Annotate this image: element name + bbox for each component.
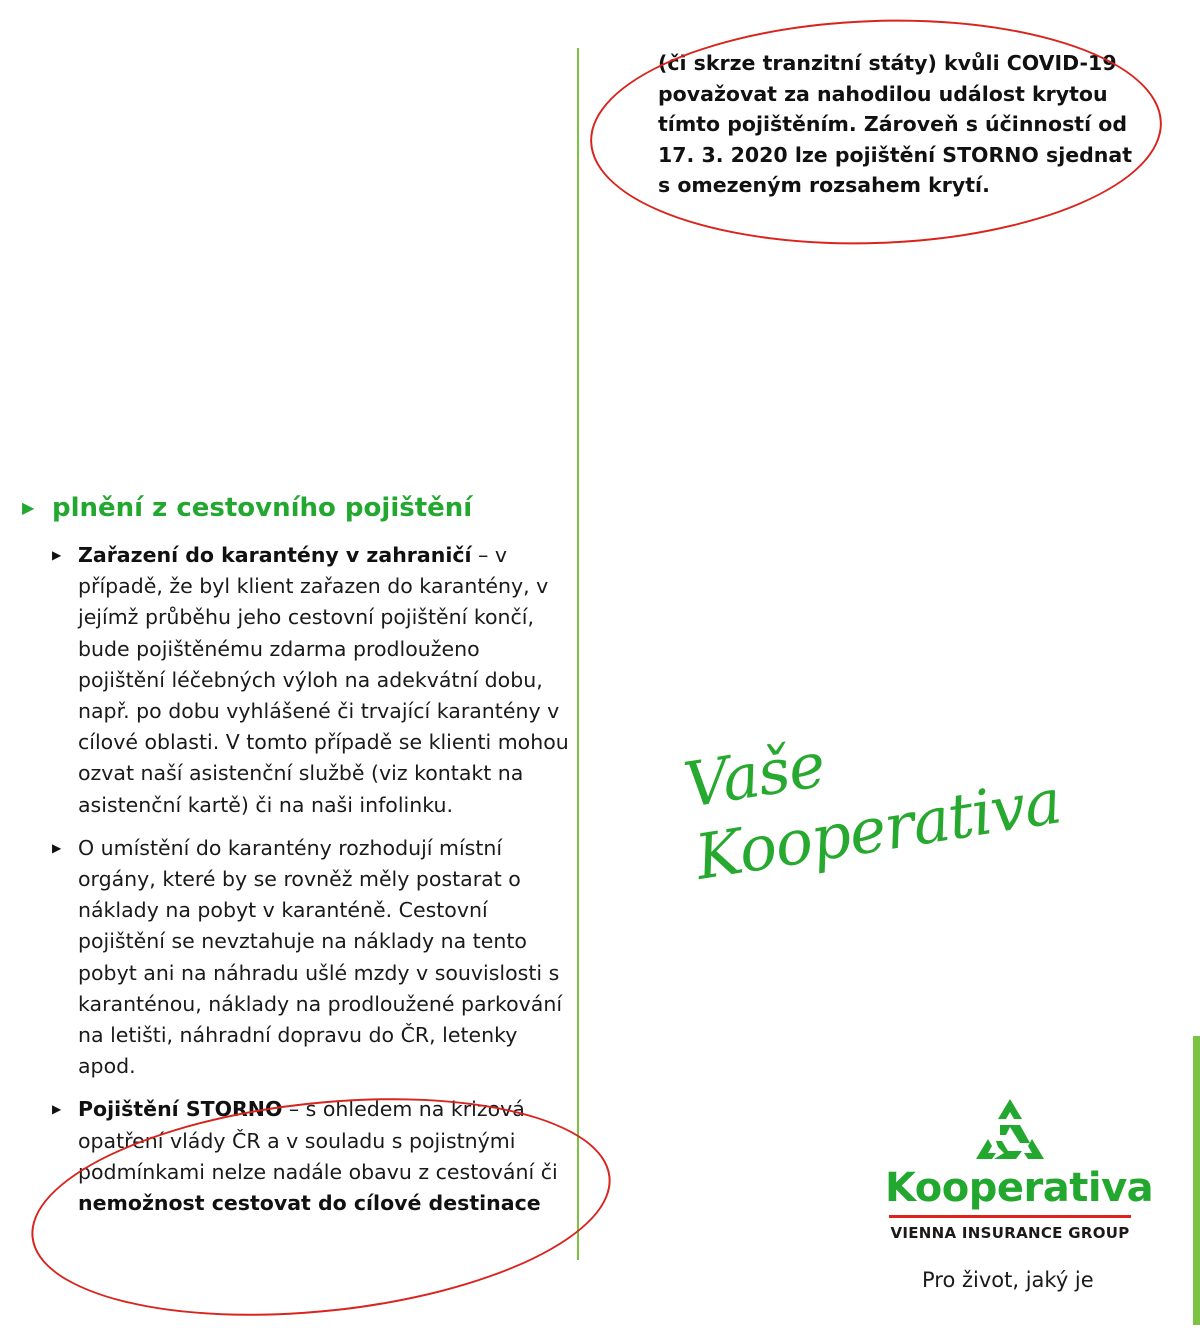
triangle-logo-icon <box>970 1095 1050 1165</box>
triangle-bullet-icon: ▶ <box>52 840 62 855</box>
triangle-bullet-icon: ▶ <box>22 498 35 517</box>
annotation-ellipse-top <box>586 10 1165 254</box>
signature: Vaše Kooperativa <box>679 727 1066 894</box>
bullet-bold-tail: nemožnost cestovat do cílové destinace <box>78 1191 541 1216</box>
logo-subtitle: VIENNA INSURANCE GROUP <box>890 1224 1130 1242</box>
logo-rule <box>889 1215 1131 1218</box>
triangle-bullet-icon: ▶ <box>52 1102 62 1117</box>
paragraph-text: (či skrze tranzitní státy) kvůli COVID-19 považovat za nahodilou událost krytou tímto pojištěním. Zároveň s účinností od 17. 3. 2020 lze pojištění STORNO sjednat s omezeným rozsahem krytí. <box>658 51 1133 197</box>
bullet-title: Pojištění STORNO <box>78 1097 283 1122</box>
section-heading-text: plnění z cestovního pojištění <box>52 493 473 523</box>
motto: Pro život, jaký je <box>922 1268 1094 1292</box>
triangle-bullet-icon: ▶ <box>52 548 62 562</box>
company-logo <box>885 1095 1154 1242</box>
bullet-text: O umístění do karantény rozhodují místní orgány, které by se rovněž měly postarat o náklady na pobyt v karanténě. Cestovní pojištění se nevztahuje na náklady na tento pobyt ani na náhradu ušlé mzdy v souvislosti s karanténou, náklady na prodloužené parkování na letišti, náhradní dopravu do ČR, letenky apod. <box>78 835 563 1079</box>
bullet-title: Zařazení do karantény v zahraničí <box>78 543 472 567</box>
bullet-text: – v případě, že byl klient zařazen do karantény, v jejímž průběhu jeho cestovní pojištění končí, bude pojištěnému zdarma prodlouženo pojištění léčebných výloh na adekvátní dobu, např. po dobu vyhlášené či trvající karantény v cílové oblasti. V tomto případě se klienti mohou ozvat naší asistenční službě (viz kontakt na asistenční kartě) či na naši infolinku. <box>78 543 569 817</box>
bullet-text: – s ohledem na krizová opatření vlády ČR a v souladu s pojistnými podmínkami nelze nadále obavu z cestování či <box>78 1097 558 1184</box>
section-heading <box>22 490 562 526</box>
logo-wordmark: Kooperativa <box>885 1165 1154 1211</box>
bullet-authorities <box>50 833 570 1083</box>
edge-accent-bar <box>1193 1036 1200 1325</box>
bullet-quarantine <box>50 540 570 821</box>
column-divider <box>577 48 579 1260</box>
